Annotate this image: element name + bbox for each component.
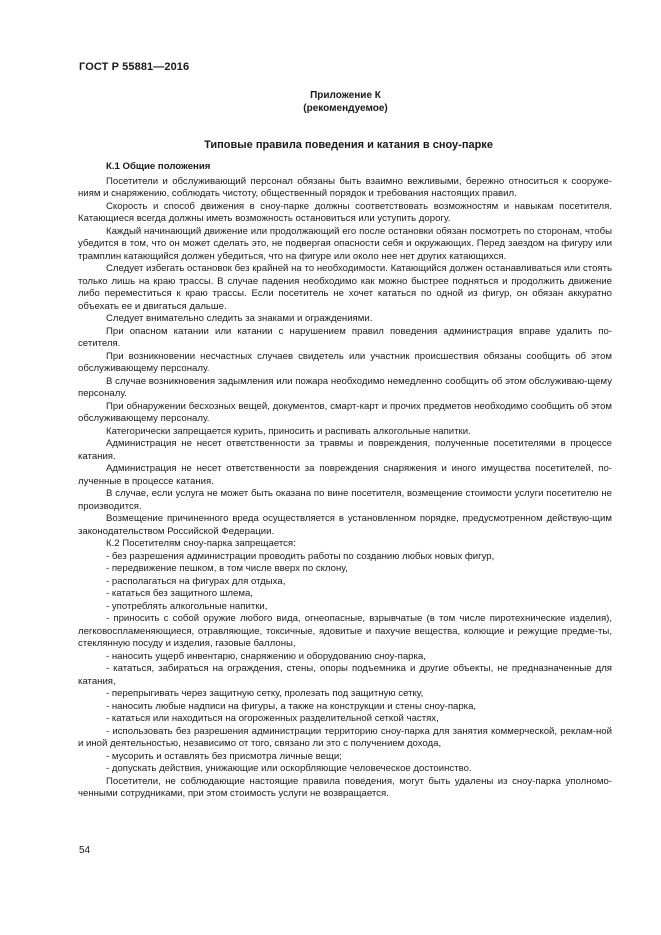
paragraph: Следует избегать остановок без крайней на то необходимости. Катающийся должен останавливаться или стоять только лишь на краю трассы. В случае падения необходимо как можно быстрее подняться и продолжить движение либо переместиться к краю трассы. Если посетитель не хочет кататься по одной из фигур, он обязан аккуратно объехать ее и двигаться дальше.: [78, 263, 612, 312]
list-item: - употреблять алкогольные напитки,: [106, 600, 268, 612]
paragraph: Категорически запрещается курить, приносить и распивать алкогольные напитки.: [106, 425, 471, 437]
paragraph: Администрация не несет ответственности за повреждения снаряжения и иного имущества посетителей, по-лученные в процессе катания.: [78, 463, 612, 487]
paragraph: Следует внимательно следить за знаками и ограждениями.: [106, 313, 373, 324]
list-item: - располагаться на фигурах для отдыха,: [106, 575, 286, 587]
paragraph: Администрация не несет ответственности за травмы и повреждения, полученные посетителями в процессе катания.: [78, 438, 612, 462]
document-title: Типовые правила поведения и катания в сноу-парке: [204, 139, 493, 151]
page-number: 54: [79, 845, 91, 856]
appendix-heading: [0, 89, 661, 115]
paragraph: В случае возникновения задымления или пожара необходимо немедленно сообщить об этом обслуживаю-щему персоналу.: [78, 375, 612, 399]
paragraph: При опасном катании или катании с нарушением правил поведения администрация вправе удалить по-сетителя.: [78, 325, 612, 349]
list-item: - мусорить и оставлять без присмотра личные вещи;: [106, 750, 342, 762]
section-intro-k2: К.2 Посетителям сноу-парка запрещается:: [106, 538, 296, 549]
list-item: - допускать действия, унижающие или оскорбляющие человеческое достоинство.: [106, 763, 472, 774]
standard-header: ГОСТ Р 55881—2016: [79, 61, 190, 73]
paragraph: Возмещение причиненного вреда осуществляется в установленном порядке, предусмотренном действую-щим законодательством Российской Федерации.: [78, 513, 612, 537]
list-item: - использовать без разрешения администрации территорию сноу-парка для занятия коммерческой, реклам-ной и иной деятельностью, независимо от того, связано ли это с получением дохода,: [78, 725, 612, 749]
paragraph: В случае, если услуга не может быть оказана по вине посетителя, возмещение стоимости услуги посетителю не производится.: [78, 488, 612, 512]
paragraph: При возникновении несчастных случаев свидетель или участник происшествия обязаны сообщить об этом обслуживающему персоналу.: [78, 350, 612, 374]
appendix-subtitle: (рекомендуемое): [303, 103, 388, 114]
list-item: - кататься или находиться на огороженных разделительной сеткой частях,: [106, 713, 439, 724]
list-item: - кататься без защитного шлема,: [106, 588, 253, 599]
closing-paragraph: Посетители, не соблюдающие настоящие правила поведения, могут быть удалены из сноу-парка уполномо-ченными сотрудниками, при этом стоимость услуги не возвращается.: [78, 775, 612, 799]
paragraph: Каждый начинающий движение или продолжающий его после остановки обязан посмотреть по сторонам, чтобы убедится в том, что он может сделать это, не подвергая опасности себя и окружающих. Перед заездом на фигуру или трамплин катающийся должен убедиться, что на фигуре или около нее нет других катающихся.: [78, 225, 612, 262]
list-item: - передвижение пешком, в том числе вверх по склону,: [106, 563, 348, 574]
paragraph: Скорость и способ движения в сноу-парке должны соответствовать возможностям и навыкам посетителя. Катающиеся всегда должны иметь возможность остановиться или уступить дорогу.: [78, 200, 612, 224]
list-item: - кататься, забираться на ограждения, стены, опоры подъемника и другие объекты, не предназначенные для катания,: [78, 663, 612, 687]
paragraph: Посетители и обслуживающий персонал обязаны быть взаимно вежливыми, бережно относиться к сооруже-ниям и снаряжению, соблюдать чистоту, общественный порядок и требования настоящих правил.: [78, 175, 612, 199]
section-heading-k1: К.1 Общие положения: [106, 161, 211, 172]
list-item: - без разрешения администрации проводить работы по созданию любых новых фигур,: [106, 550, 495, 562]
list-item: - наносить ущерб инвентарю, снаряжению и оборудованию сноу-парка,: [106, 650, 426, 662]
paragraph: При обнаружении бесхозных вещей, документов, смарт-карт и прочих предметов необходимо сообщить об этом обслуживающему персоналу.: [78, 400, 612, 424]
list-item: - перепрыгивать через защитную сетку, пролезать под защитную сетку,: [106, 688, 424, 699]
list-item: - приносить с собой оружие любого вида, огнеопасные, взрывчатые (в том числе пиротехнические изделия), легковоспламеняющиеся, отравляющие, токсичные, ядовитые и пахучие вещества, колющие и режущие предме-ты, стеклянную посуду и изделия, газовые баллоны,: [78, 613, 612, 649]
list-item: - наносить любые надписи на фигуры, а также на конструкции и стены сноу-парка,: [106, 700, 477, 712]
document-body: [78, 161, 612, 801]
appendix-title: Приложение К: [310, 90, 381, 101]
